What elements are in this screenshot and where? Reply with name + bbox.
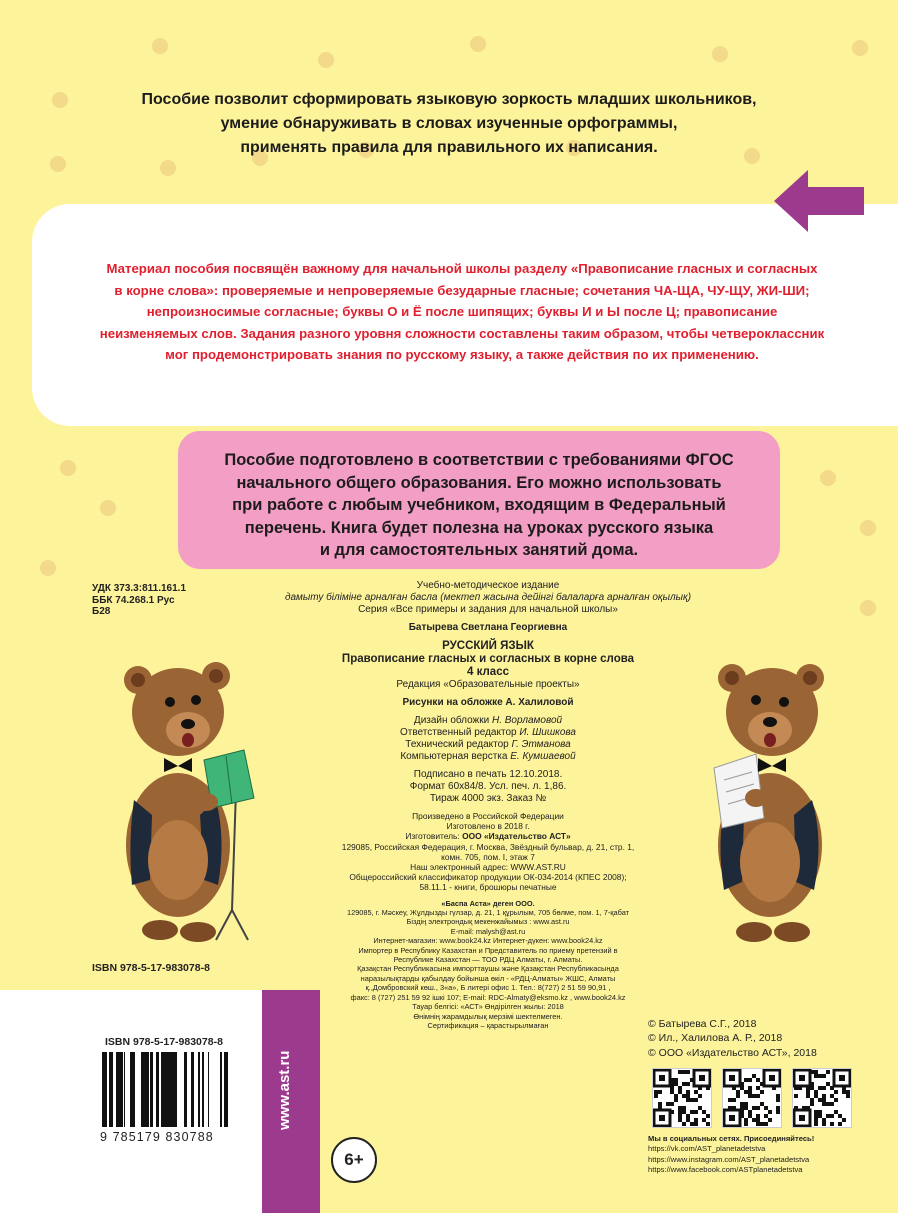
- kz-imprint-line: Тауар белгісі: «АСТ» Өндірілген жылы: 2018: [412, 1002, 564, 1012]
- vk-link[interactable]: https://vk.com/AST_planetadetstva: [648, 1144, 766, 1154]
- kz-subtitle: дамыту біліміне арналған басла (мектеп жасына дейінгі балаларға арналған оқылық): [284, 592, 692, 603]
- intro-line: умение обнаруживать в словах изученные орфограммы,: [220, 115, 678, 132]
- layout-credit: [268, 751, 708, 763]
- arrow-left-icon: [774, 170, 864, 232]
- illustrations-credit: Рисунки на обложке А. Халиловой: [402, 697, 574, 708]
- credit-label: Дизайн обложки: [413, 715, 492, 726]
- bear-singing-illustration: [108, 650, 266, 950]
- manufacturer-name: ООО «Издательство АСТ»: [462, 831, 571, 842]
- spine-url: www.ast.ru: [276, 1050, 293, 1130]
- fgos-line: начального общего образования. Его можно использовать: [236, 473, 722, 492]
- book-subtitle: Правописание гласных и согласных в корне слова: [341, 653, 635, 665]
- kz-imprint-line: 129085, г. Мәскеу, Жұлдызды гүлзар, д. 21, 1 құрылым, 705 бөлме, пом. 1, 7-қабат: [346, 908, 630, 918]
- intro-line: применять правила для правильного их написания.: [240, 139, 658, 156]
- book-grade: 4 класс: [467, 666, 509, 678]
- credit-label: Технический редактор: [405, 739, 512, 750]
- classifier-line: 58.11.1 - книги, брошюры печатные: [419, 882, 557, 893]
- kz-imprint-line: «Баспа Аста» деген ООО.: [441, 898, 535, 908]
- description-line: Материал пособия посвящён важному для начальной школы разделу «Правописание гласных и согласных: [106, 261, 818, 276]
- description-line: в корне слова»: проверяемые и непроверяемые безударные гласные; сочетания ЧА-ЩА, ЧУ-ЩУ, ЖИ-ШИ;: [114, 282, 810, 298]
- polka-dot: [470, 36, 486, 52]
- copyright-line: © Ил., Халилова А. Р., 2018: [648, 1032, 783, 1045]
- kz-imprint-line: Сертификация – қарастырылмаған: [427, 1020, 549, 1030]
- polka-dot: [100, 500, 116, 516]
- credit-name: Е. Кумшаевой: [510, 751, 576, 762]
- author-name: Батырева Светлана Георгиевна: [408, 622, 568, 633]
- polka-dot: [160, 160, 176, 176]
- author-mark: Б28: [92, 606, 111, 617]
- fgos-line: перечень. Книга будет полезна на уроках русского языка: [244, 518, 714, 537]
- kz-imprint-line: Қазақстан Республикасына импорттаушы және Қазақстан Республикасында: [357, 964, 619, 974]
- barcode-isbn: ISBN 978-5-17-983078-8: [105, 1036, 223, 1048]
- series-name: Серия «Все примеры и задания для начальной школы»: [358, 604, 618, 615]
- edition-type: Учебно-методическое издание: [416, 580, 560, 591]
- polka-dot: [152, 38, 168, 54]
- kz-imprint-line: Біздің электрондық мекенжайымыз : www.ast.ru: [406, 917, 570, 927]
- isbn-text: ISBN 978-5-17-983078-8: [92, 962, 210, 974]
- bear-with-notes-illustration: [700, 650, 838, 950]
- polka-dot: [40, 560, 56, 576]
- book-title: РУССКИЙ ЯЗЫК: [442, 640, 534, 652]
- qr-code-icon[interactable]: [652, 1068, 712, 1128]
- kz-imprint-line: факс: 8 (727) 251 59 92 ішкі 107; E-mail: RDC-Almaty@eksmo.kz , www.book24.kz: [350, 992, 626, 1002]
- facebook-link[interactable]: https://www.facebook.com/ASTplanetadetstva: [648, 1165, 803, 1175]
- kz-imprint-line: Интернет-магазин: www.book24.kz Интернет-дүкен: www.book24.kz: [373, 936, 603, 946]
- barcode-number: 9 785179 830788: [100, 1130, 214, 1144]
- fgos-text: [188, 449, 770, 562]
- polka-dot: [60, 460, 76, 476]
- address-line: 129085, Российская Федерация, г. Москва, Звёздный бульвар, д. 21, стр. 1,: [341, 841, 635, 852]
- made-in: Произведено в Российской Федерации: [412, 811, 564, 821]
- classifier-line: Общероссийский классификатор продукции ОК-034-2014 (КПЕС 2008);: [349, 872, 627, 883]
- fgos-line: Пособие подготовлено в соответствии с требованиями ФГОС: [224, 451, 734, 469]
- editor-credit: [268, 727, 708, 739]
- copyright-line: © ООО «Издательство АСТ», 2018: [648, 1046, 817, 1059]
- age-rating-badge: 6+: [331, 1137, 377, 1183]
- kz-imprint-line: қ.,Домбровский көш., 3«а», Б литері офис 1. Тел.: 8(727) 2 51 59 90,91 ,: [365, 983, 611, 993]
- polka-dot: [712, 46, 728, 62]
- description-line: мог продемонстрировать знания по русскому языку, а также действия по их применению.: [165, 347, 759, 362]
- manufacturer-label: Изготовитель:: [405, 831, 463, 842]
- description-line: непроизносимые согласные; буквы О и Ё после шипящих; буквы И и Ы после Ц; правописание: [146, 304, 778, 319]
- udc-codes: [92, 583, 186, 618]
- address-line: комн. 705, пом. I, этаж 7: [441, 851, 535, 862]
- design-credit: [268, 715, 708, 727]
- description-text: [40, 258, 884, 366]
- credit-name: Н. Ворламовой: [491, 715, 563, 726]
- credit-label: Ответственный редактор: [400, 727, 520, 738]
- tech-editor-credit: [268, 739, 708, 751]
- kz-imprint-line: E-mail: malysh@ast.ru: [450, 926, 526, 936]
- description-line: неизменяемых слов. Задания разного уровня сложности составлены таким образом, чтобы четвероклассник: [99, 325, 825, 341]
- intro-line: Пособие позволит сформировать языковую зоркость младших школьников,: [141, 91, 757, 108]
- copyright-block: [648, 1017, 817, 1060]
- polka-dot: [318, 52, 334, 68]
- kz-imprint-line: Өнімнің жарамдылық мерзімі шектелмеген.: [413, 1011, 563, 1021]
- intro-text: [0, 88, 898, 160]
- kz-imprint: [268, 899, 708, 1031]
- credit-label: Компьютерная верстка: [400, 751, 511, 762]
- made-year: Изготовлено в 2018 г.: [446, 821, 530, 832]
- kz-imprint-line: Республике Казахстан — ТОО РДЦ Алматы, г. Алматы.: [393, 955, 583, 965]
- polka-dot: [852, 40, 868, 56]
- kz-imprint-line: наразылықтарды қабылдау бойынша өкіл - «РДЦ-Алматы» ЖШС, Алматы: [360, 973, 616, 983]
- fgos-line: и для самостоятельных занятий дома.: [319, 541, 639, 559]
- credit-name: И. Шишкова: [519, 727, 576, 738]
- bbk-line: ББК 74.268.1 Рус: [92, 594, 175, 606]
- manufacturer-line: [268, 831, 708, 841]
- editorial-line: Редакция «Образовательные проекты»: [396, 679, 580, 690]
- udc-line: УДК 373.3:811.161.1: [92, 583, 187, 594]
- imprint-block: [268, 580, 708, 1030]
- barcode-icon: [100, 1052, 230, 1127]
- print-format: Формат 60х84/8. Усл. печ. л. 1,86.: [409, 781, 567, 792]
- social-heading: Мы в социальных сетях. Присоединяйтесь!: [648, 1134, 815, 1143]
- qr-code-icon[interactable]: [792, 1068, 852, 1128]
- qr-code-icon[interactable]: [722, 1068, 782, 1128]
- social-block: [648, 1134, 814, 1176]
- credit-name: Г. Этманова: [511, 739, 571, 750]
- polka-dot: [820, 470, 836, 486]
- instagram-link[interactable]: https://www.instagram.com/AST_planetadetstva: [648, 1154, 810, 1164]
- kz-imprint-line: Импортер в Республику Казахстан и Представитель по приему претензий в: [358, 945, 618, 955]
- print-run: Тираж 4000 экз. Заказ №: [429, 793, 547, 804]
- fgos-line: при работе с любым учебником, входящим в Федеральный: [232, 496, 726, 514]
- copyright-line: © Батырева С.Г., 2018: [648, 1018, 757, 1030]
- signed-date: Подписано в печать 12.10.2018.: [413, 769, 563, 780]
- polka-dot: [860, 520, 876, 536]
- polka-dot: [860, 600, 876, 616]
- web-address: Наш электронный адрес: WWW.AST.RU: [410, 862, 566, 873]
